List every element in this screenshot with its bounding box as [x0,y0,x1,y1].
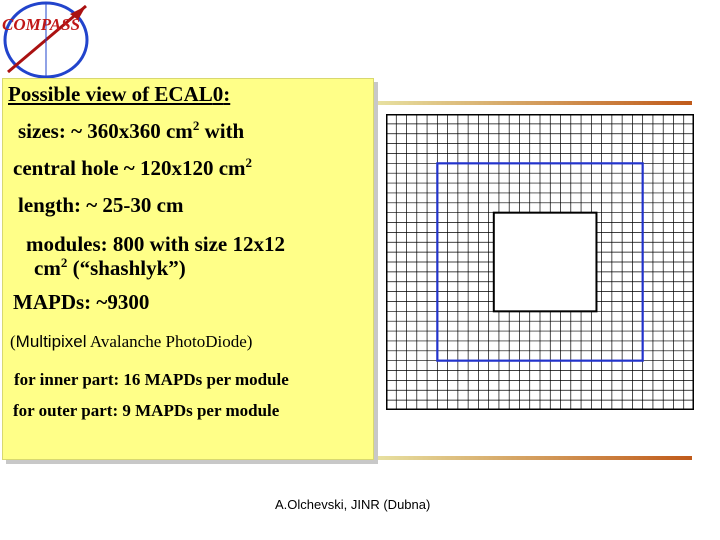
slide-title [8,82,230,107]
sizes-exp: 2 [192,118,200,133]
modules-exp: 2 [60,255,68,270]
mapds-text: MAPDs: ~9300 [13,290,150,314]
title-text: Possible view of ECAL [8,82,213,106]
outer-part-line [13,401,279,421]
mapd-explanation [10,332,252,352]
inner-text: for inner part: 16 MAPDs per module [14,370,289,389]
outer-text: for outer part: 9 MAPDs per module [13,401,280,420]
inner-part-line [14,370,289,390]
explain-word-avalanche: Avalanche [86,332,166,351]
ecal-grid-figure [386,114,694,410]
logo-text: COMPASS [2,15,81,34]
explain-word-photo: Photo [165,332,206,351]
bottom-decor-bar [378,456,692,460]
mapds-line [13,290,149,315]
hole-text: central hole ~ 120x120 cm [13,156,246,180]
modules-line [26,232,285,257]
footer-credit: A.Olchevski, JINR (Dubna) [275,497,431,512]
ecal-grid-svg [386,114,694,410]
modules-suffix: (“shashlyk”) [67,256,186,280]
title-suffix: : [223,82,231,106]
sizes-suffix: with [199,119,245,143]
hole-line [13,155,252,181]
modules-unit: cm [34,256,61,280]
compass-logo [0,0,96,80]
length-text: length: ~ 25-30 cm [18,193,184,217]
modules-text: modules: 800 with size 12x12 [26,232,285,256]
hole-exp: 2 [245,155,253,170]
title-subscript: 0 [212,82,224,106]
sizes-text: sizes: ~ 360x360 cm [18,119,193,143]
top-decor-bar [378,101,692,105]
modules-line-2 [34,255,186,281]
central-hole [494,213,597,312]
length-line [18,193,183,218]
explain-word-diode: Diode) [205,332,253,351]
explain-word-multipixel: Multipixel [15,332,87,351]
compass-logo-icon [0,0,96,80]
explain-open: ( [10,332,16,351]
sizes-line [18,118,244,144]
